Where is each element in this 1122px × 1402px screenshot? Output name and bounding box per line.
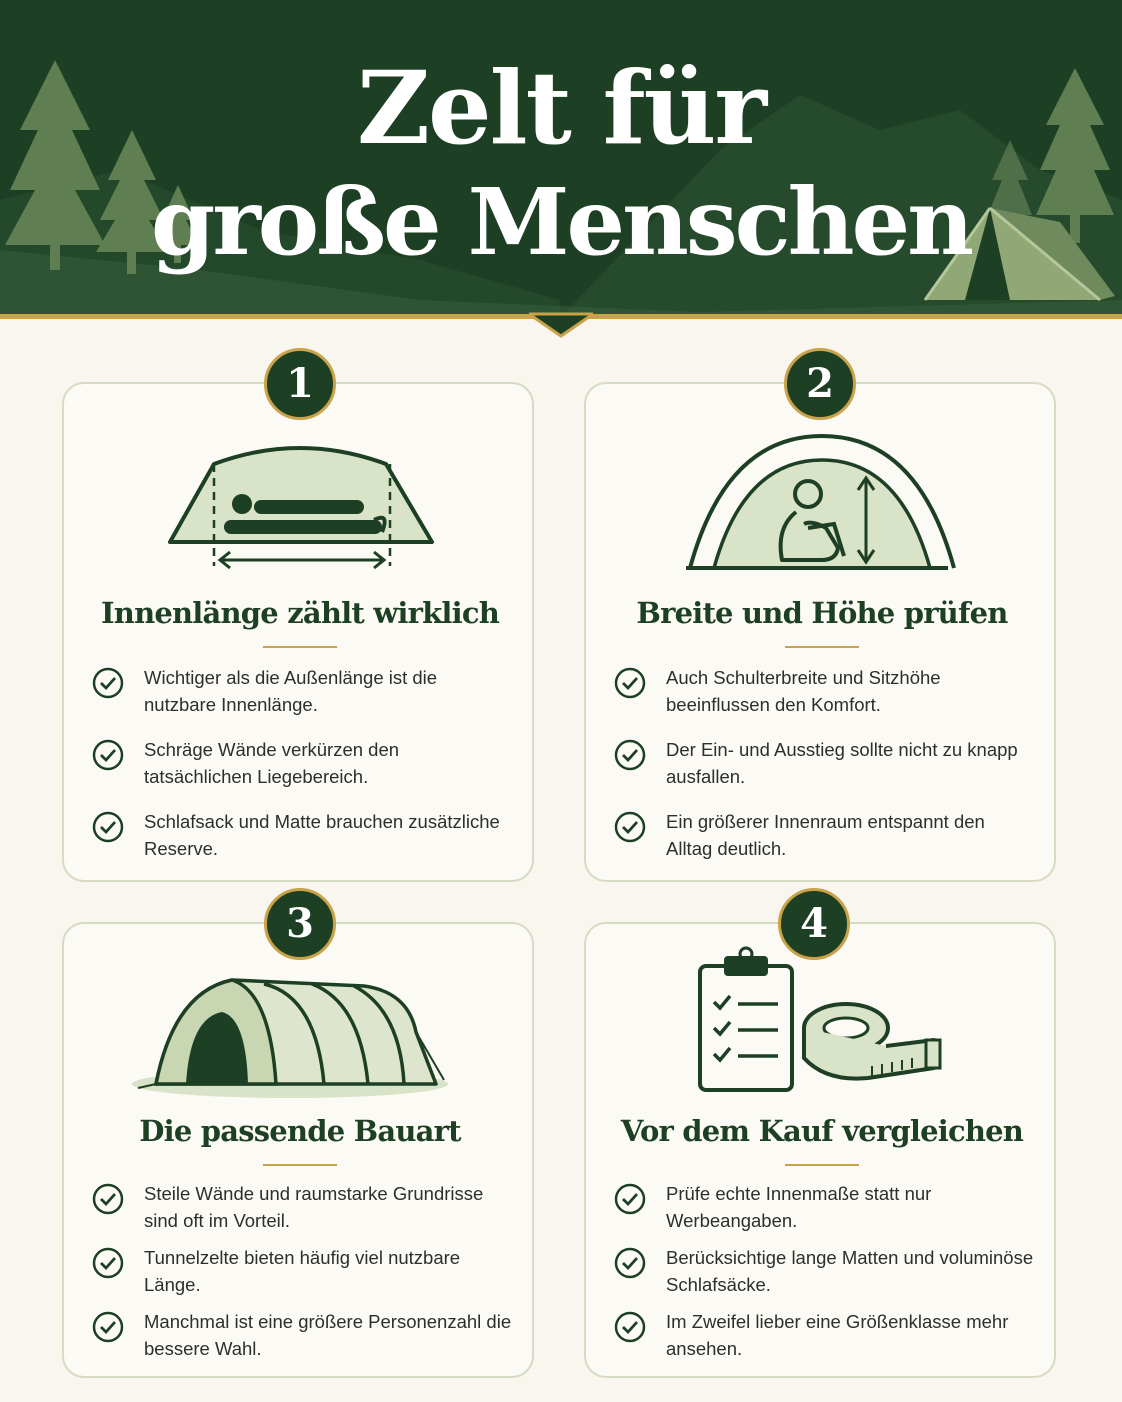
check-circle-icon [92,811,124,843]
list-item-text: Prüfe echte Innenmaße statt nur Werbeangaben. [666,1183,932,1231]
clipboard-and-tape-measure-icon [586,946,1058,1096]
title-line-1: Zelt für [356,49,766,167]
check-circle-icon [92,1247,124,1279]
tent-interior-length-icon [64,436,536,586]
tent-sitting-height-icon [586,428,1058,578]
list-item [92,808,512,880]
check-circle-icon [92,667,124,699]
number-badge: 3 [264,888,336,960]
checklist [92,664,512,880]
list-item-text: Manchmal ist eine größere Personenzahl die bessere Wahl. [144,1311,512,1359]
number-badge: 2 [784,348,856,420]
tip-card-1 [62,360,534,882]
check-circle-icon [614,667,646,699]
tip-card-2 [584,360,1056,882]
list-item-text: Im Zweifel lieber eine Größenklasse mehr ansehen. [666,1311,1009,1359]
list-item-text: Schlafsack und Matte brauchen zusätzliche Reserve. [144,811,500,859]
check-circle-icon [614,1247,646,1279]
list-item-text: Tunnelzelte bieten häufig viel nutzbare Länge. [144,1247,461,1295]
list-item-text: Der Ein- und Ausstieg sollte nicht zu knapp ausfallen. [666,739,1018,787]
number-badge: 4 [778,888,850,960]
list-item-text: Steile Wände und raumstarke Grundrisse sind oft im Vorteil. [144,1183,484,1231]
tip-card-4 [584,900,1056,1378]
card-title: Die passende Bauart [139,1114,461,1148]
list-item [614,664,1034,736]
title-underline [263,646,337,648]
check-circle-icon [614,1183,646,1215]
check-circle-icon [92,739,124,771]
check-circle-icon [614,1311,646,1343]
list-item [92,1244,512,1308]
list-item [614,736,1034,808]
list-item-text: Auch Schulterbreite und Sitzhöhe beeinflussen den Komfort. [666,667,941,715]
list-item-text: Berücksichtige lange Matten und voluminöse Schlafsäcke. [666,1247,1034,1295]
check-circle-icon [92,1311,124,1343]
header-banner [0,0,1122,318]
page-title [0,49,1122,276]
tunnel-tent-icon [64,972,536,1102]
check-circle-icon [92,1183,124,1215]
list-item [614,808,1034,880]
list-item [92,736,512,808]
list-item-text: Wichtiger als die Außenlänge ist die nutzbare Innenlänge. [144,667,438,715]
checklist [614,1180,1034,1372]
tip-card-3 [62,900,534,1378]
list-item [92,1180,512,1244]
title-line-2: große Menschen [150,168,971,276]
list-item [614,1180,1034,1244]
list-item-text: Ein größerer Innenraum entspannt den Alltag deutlich. [666,811,985,859]
card-title: Vor dem Kauf vergleichen [620,1114,1024,1148]
title-underline [785,646,859,648]
header-notch [529,312,593,338]
check-circle-icon [614,739,646,771]
check-circle-icon [614,811,646,843]
title-underline [785,1164,859,1166]
list-item [614,1244,1034,1308]
card-title: Innenlänge zählt wirklich [101,596,499,630]
list-item [614,1308,1034,1372]
title-underline [263,1164,337,1166]
checklist [614,664,1034,880]
list-item [92,1308,512,1372]
number-badge: 1 [264,348,336,420]
list-item-text: Schräge Wände verkürzen den tatsächlichen Liegebereich. [144,739,400,787]
checklist [92,1180,512,1372]
card-title: Breite und Höhe prüfen [636,596,1008,630]
list-item [92,664,512,736]
